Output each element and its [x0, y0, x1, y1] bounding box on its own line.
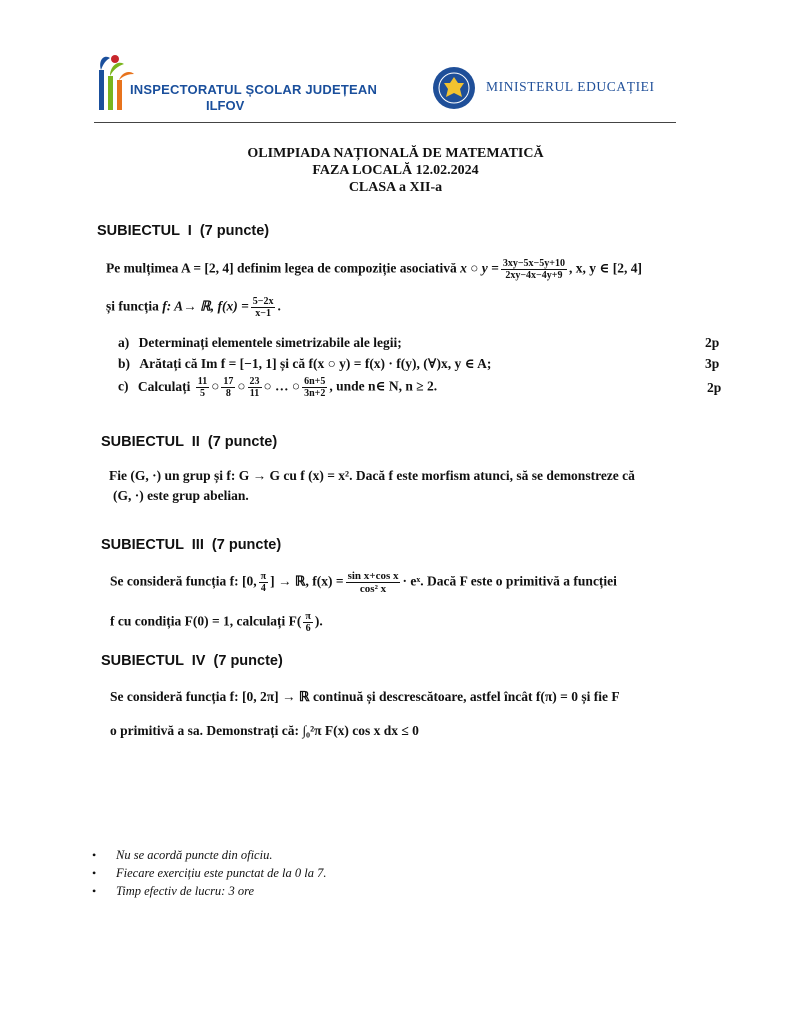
s1-c-fraction-4	[302, 376, 327, 399]
s1-func-b: f: A→ ℝ, f(x) =	[162, 298, 249, 314]
s1-c-f3-num: 23	[249, 376, 260, 387]
s1-law-num: 3xy−5x−5y+10	[502, 258, 565, 269]
s1-c-text-a: Calculați	[137, 378, 191, 394]
s2-line-1: Fie (G, ·) un grup și f: G → G cu f (x) = x². Dacă f este morfism atunci, să se demonstreze că	[109, 468, 635, 483]
s3-l1-num: sin x+cos x	[347, 570, 399, 582]
s1-item-b	[118, 356, 491, 372]
s1-a-points: 2p	[705, 335, 720, 350]
s1-intro-b: , x, y ∈ [2, 4]	[568, 260, 642, 276]
note-1: Nu se acordă puncte din oficiu.	[116, 848, 273, 862]
government-seal-icon	[432, 66, 476, 110]
s1-c-points: 2p	[707, 380, 722, 395]
s1-c-f2-num: 17	[223, 376, 234, 387]
title-phase: FAZA LOCALĂ 12.02.2024	[312, 163, 479, 178]
header-divider	[94, 122, 676, 123]
s1-func-num: 5−2x	[252, 296, 274, 307]
bullet-icon: •	[92, 884, 97, 898]
s1-law-lhs: x ○ y =	[460, 260, 499, 276]
s3-l2-fd: 6	[305, 623, 311, 634]
isj-county: ILFOV	[206, 98, 245, 113]
s3-l1a: Se consideră funcția f: [0,	[110, 573, 257, 589]
s3-l1-fd: 4	[260, 583, 266, 594]
s1-func-fraction	[251, 296, 276, 319]
s1-c-f4-den: 3n+2	[304, 388, 326, 399]
s1-c-text-b: , unde n∈ N, n ≥ 2.	[329, 378, 438, 394]
s1-c-label: c)	[118, 378, 129, 394]
s1-function-line	[106, 296, 281, 319]
subject-1-heading: SUBIECTUL I (7 puncte)	[97, 223, 270, 239]
s3-l1-fn: π	[260, 571, 267, 582]
s3-l1c: · eˣ. Dacă F este o primitivă a funcției	[402, 573, 617, 589]
title-class: CLASA a XII-a	[348, 180, 443, 195]
s1-law-line	[106, 258, 642, 281]
subject-2-heading: SUBIECTUL II (7 puncte)	[101, 434, 278, 450]
page-title	[0, 145, 791, 196]
bullet-icon: •	[92, 848, 97, 862]
subject-4-heading: SUBIECTUL IV (7 puncte)	[101, 653, 283, 669]
s1-c-fraction-3	[248, 376, 262, 399]
s4-line-2: o primitivă a sa. Demonstrați că: ∫₀²π F(x) cos x dx ≤ 0	[110, 723, 419, 738]
s3-l1b: ] → ℝ, f(x) =	[270, 573, 344, 589]
bullet-icon: •	[92, 866, 97, 880]
s1-func-end: .	[277, 298, 281, 314]
isj-logo	[96, 52, 378, 113]
s3-l2-fn: π	[305, 611, 311, 622]
ministry-name: MINISTERUL EDUCAȚIEI	[486, 79, 655, 94]
s1-a-label: a)	[118, 335, 130, 350]
note-2: Fiecare exercițiu este punctat de la 0 la 7.	[116, 866, 327, 880]
s3-line-1	[110, 570, 617, 595]
s3-interval-fraction	[259, 571, 268, 594]
s3-l2a: f cu condiția F(0) = 1, calculați F(	[110, 613, 302, 629]
s1-c-f1-den: 5	[199, 388, 205, 399]
s1-c-dots: ○ … ○	[263, 378, 301, 394]
s2-line-2: (G, ·) este grup abelian.	[113, 488, 249, 503]
s1-c-f3-den: 11	[249, 388, 260, 399]
s1-c-fraction-1	[196, 376, 209, 399]
s1-b-points: 3p	[705, 356, 720, 371]
s1-item-c: c) Calculați $\frac{11}{5}$ ○ $\frac{17}{8}$ ○ $\frac{23}{11}$ ○ … ○ $\frac{6n+5}{3n+2}$ , unde n∈ N, n ≥ 2.	[118, 376, 438, 399]
s1-c-fraction-2	[221, 376, 235, 399]
s3-l1-den: cos² x	[359, 583, 387, 595]
subject-3-heading: SUBIECTUL III (7 puncte)	[101, 537, 282, 553]
s1-c-f4-num: 6n+5	[304, 376, 326, 387]
note-3: Timp efectiv de lucru: 3 ore	[116, 884, 255, 898]
s1-item-a	[118, 335, 402, 351]
s1-c-f2-den: 8	[225, 388, 231, 399]
s1-a-text: Determinați elementele simetrizabile ale legii;	[138, 335, 402, 350]
isj-name: INSPECTORATUL ȘCOLAR JUDEȚEAN	[130, 82, 378, 97]
s3-function-fraction	[346, 570, 401, 595]
s1-law-fraction	[501, 258, 567, 281]
ministry-logo	[432, 66, 672, 112]
s4-line-1: Se consideră funcția f: [0, 2π] → ℝ continuă și descrescătoare, astfel încât f(π) = 0 și fie F	[110, 689, 620, 704]
s1-b-label: b)	[118, 356, 131, 371]
s1-func-den: x−1	[255, 308, 271, 319]
s1-law-den: 2xy−4x−4y+9	[505, 270, 563, 281]
s1-intro-a: Pe mulțimea A = [2, 4] definim legea de compoziție asociativă	[106, 260, 461, 276]
s1-func-a: și funcția	[106, 298, 163, 314]
title-olympiad: OLIMPIADA NAȚIONALĂ DE MATEMATICĂ	[247, 146, 544, 161]
s3-line-2	[110, 611, 323, 634]
s3-l2-fraction	[303, 611, 312, 634]
s1-c-f1-num: 11	[197, 376, 208, 387]
s1-b-text: Arătați că Im f = [−1, 1] și că f(x ○ y) = f(x) · f(y), (∀)x, y ∈ A;	[139, 356, 492, 371]
s3-l2b: ).	[314, 613, 323, 629]
